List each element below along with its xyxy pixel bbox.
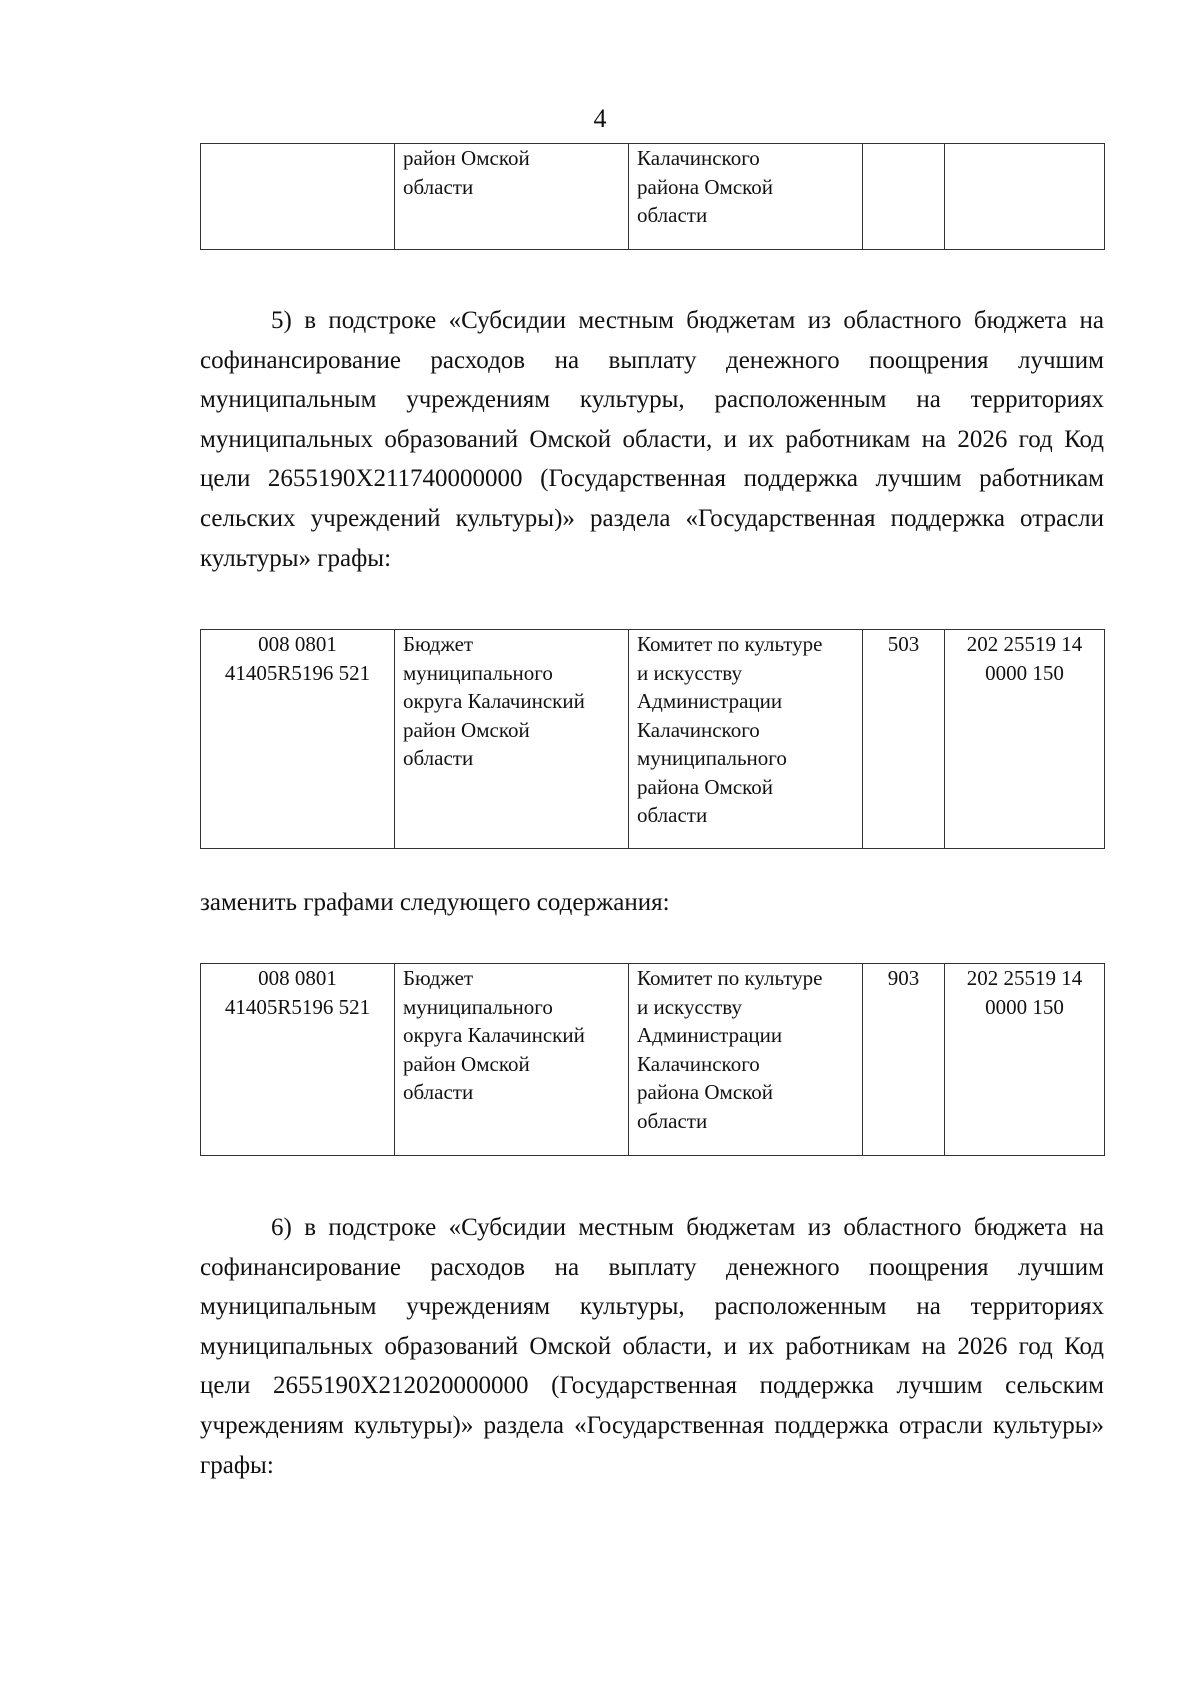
table-cell-revenue-code	[945, 964, 1105, 1156]
table-row	[201, 630, 1105, 849]
table-cell-revenue-code	[945, 630, 1105, 849]
cell-text: 503	[887, 632, 920, 656]
cell-text: 008 0801 41405R5196 521	[224, 632, 371, 685]
cell-text: Бюджет муниципального округа Калачинский район Омской области	[403, 632, 585, 770]
cell-text: 903	[887, 966, 920, 990]
table-cell-administrator	[629, 144, 863, 250]
amendment-paragraph-6: 6) в подстроке «Субсидии местным бюджетам из областного бюджета на софинансирование расходов на выплату денежного поощрения лучшим муниципальным учреждениям культуры, расположенным на территориях муниципальных образований Омской области, и их работникам на 2026 год Код цели 2655190X212020000000 (Государственная поддержка лучшим сельским учреждениям культуры)» раздела «Государственная поддержка отрасли культуры» графы:	[200, 1214, 1104, 1479]
cell-text: Бюджет муниципального округа Калачинский район Омской области	[403, 966, 585, 1104]
page-number: 4	[593, 104, 607, 133]
table-cell-admin-code	[863, 964, 945, 1156]
table-row	[201, 964, 1105, 1156]
new-columns-table	[200, 963, 1105, 1156]
cell-text: 202 25519 14 0000 150	[966, 966, 1083, 1019]
table-cell-admin-code	[863, 630, 945, 849]
cell-text: 202 25519 14 0000 150	[966, 632, 1083, 685]
continuation-table	[200, 143, 1105, 250]
table-cell-budget	[395, 964, 629, 1156]
replace-instruction: заменить графами следующего содержания:	[200, 889, 670, 916]
old-columns-table	[200, 629, 1105, 849]
cell-text: район Омской области	[403, 146, 530, 199]
table-cell-administrator	[629, 964, 863, 1156]
amendment-paragraph-5: 5) в подстроке «Субсидии местным бюджетам из областного бюджета на софинансирование расходов на выплату денежного поощрения лучшим муниципальным учреждениям культуры, расположенным на территориях муниципальных образований Омской области, и их работникам на 2026 год Код цели 2655190X211740000000 (Государственная поддержка лучшим работникам сельских учреждений культуры)» раздела «Государственная поддержка отрасли культуры» графы:	[200, 307, 1104, 572]
table-cell-code	[201, 964, 395, 1156]
table-cell-administrator	[629, 630, 863, 849]
table-cell-budget	[395, 630, 629, 849]
cell-text: Калачинского района Омской области	[637, 146, 774, 227]
table-cell-code	[201, 630, 395, 849]
table-cell-admin-code	[863, 144, 945, 250]
table-cell-revenue-code	[945, 144, 1105, 250]
table-cell-budget	[395, 144, 629, 250]
cell-text: 008 0801 41405R5196 521	[224, 966, 371, 1019]
table-cell-code	[201, 144, 395, 250]
cell-text: Комитет по культуре и искусству Администрации Калачинского района Омской области	[637, 966, 823, 1133]
cell-text: Комитет по культуре и искусству Администрации Калачинского муниципального района Омской области	[637, 632, 823, 827]
table-row	[201, 144, 1105, 250]
